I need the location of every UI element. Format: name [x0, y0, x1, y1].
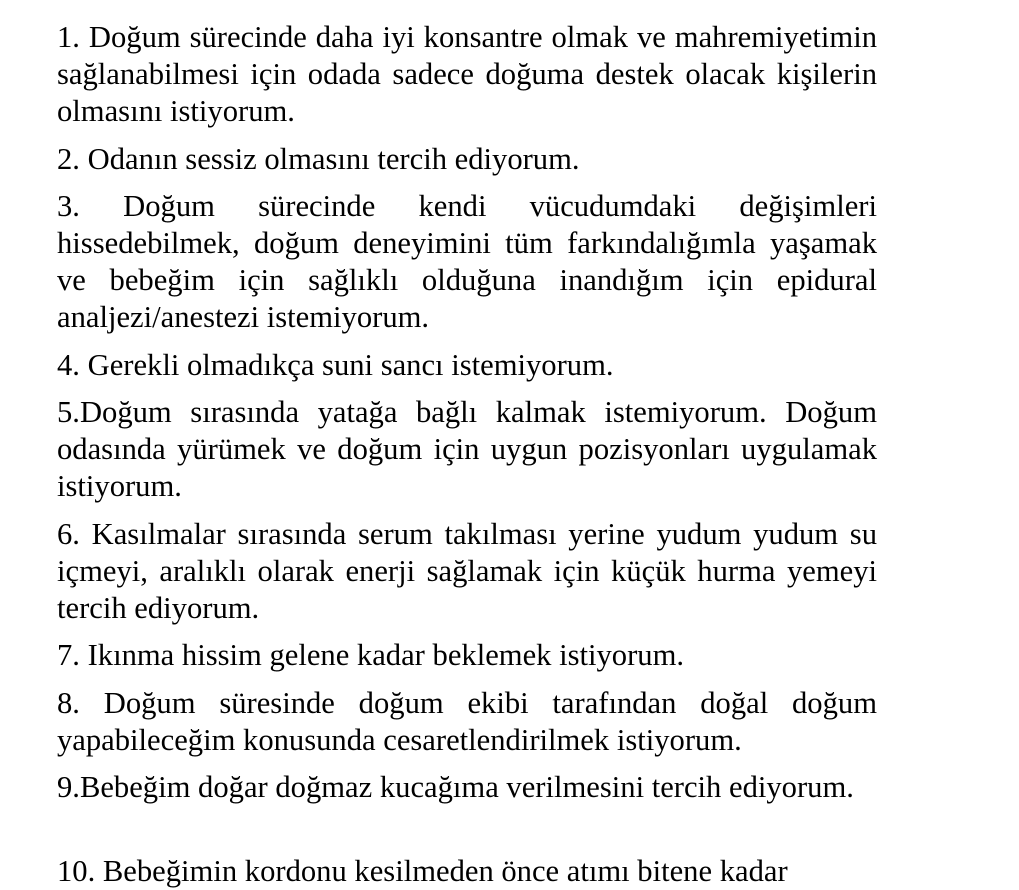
list-item: 3. Doğum sürecinde kendi vücudumdaki değişimleri hissedebilmek, doğum deneyimini tüm farkındalığımla yaşamak ve bebeğim için sağlıklı olduğuna inandığım için epidural analjezi/anestezi istemiyorum. — [57, 189, 877, 334]
list-item: 9.Bebeğim doğar doğmaz kucağıma verilmesini tercih ediyorum. — [57, 770, 854, 804]
list-item: 7. Ikınma hissim gelene kadar beklemek istiyorum. — [57, 638, 685, 672]
list-item: 6. Kasılmalar sırasında serum takılması yerine yudum yudum su içmeyi, aralıklı olarak enerji sağlamak için küçük hurma yemeyi tercih ediyorum. — [57, 516, 877, 625]
list-item: 1. Doğum sürecinde daha iyi konsantre olmak ve mahremiyetimin sağlanabilmesi için odada sadece doğuma destek olacak kişilerin olmasını istiyorum. — [57, 20, 877, 128]
birth-plan-list — [57, 19, 877, 817]
list-item: 4. Gerekli olmadıkça suni sancı istemiyorum. — [57, 347, 614, 382]
list-item: 5.Doğum sırasında yatağa bağlı kalmak istemiyorum. Doğum odasında yürümek ve doğum için uygun pozisyonları uygulamak istiyorum. — [57, 395, 877, 503]
cut-off-bottom-line — [57, 853, 877, 888]
list-item: 2. Odanın sessiz olmasını tercih ediyorum. — [57, 141, 580, 176]
cut-off-text: 10. Bebeğimin kordonu kesilmeden önce atımı bitene kadar — [57, 854, 788, 888]
list-item: 8. Doğum süresinde doğum ekibi tarafından doğal doğum yapabileceğim konusunda cesaretlendirilmek istiyorum. — [57, 685, 877, 757]
cut-off-top-line — [57, 0, 877, 3]
